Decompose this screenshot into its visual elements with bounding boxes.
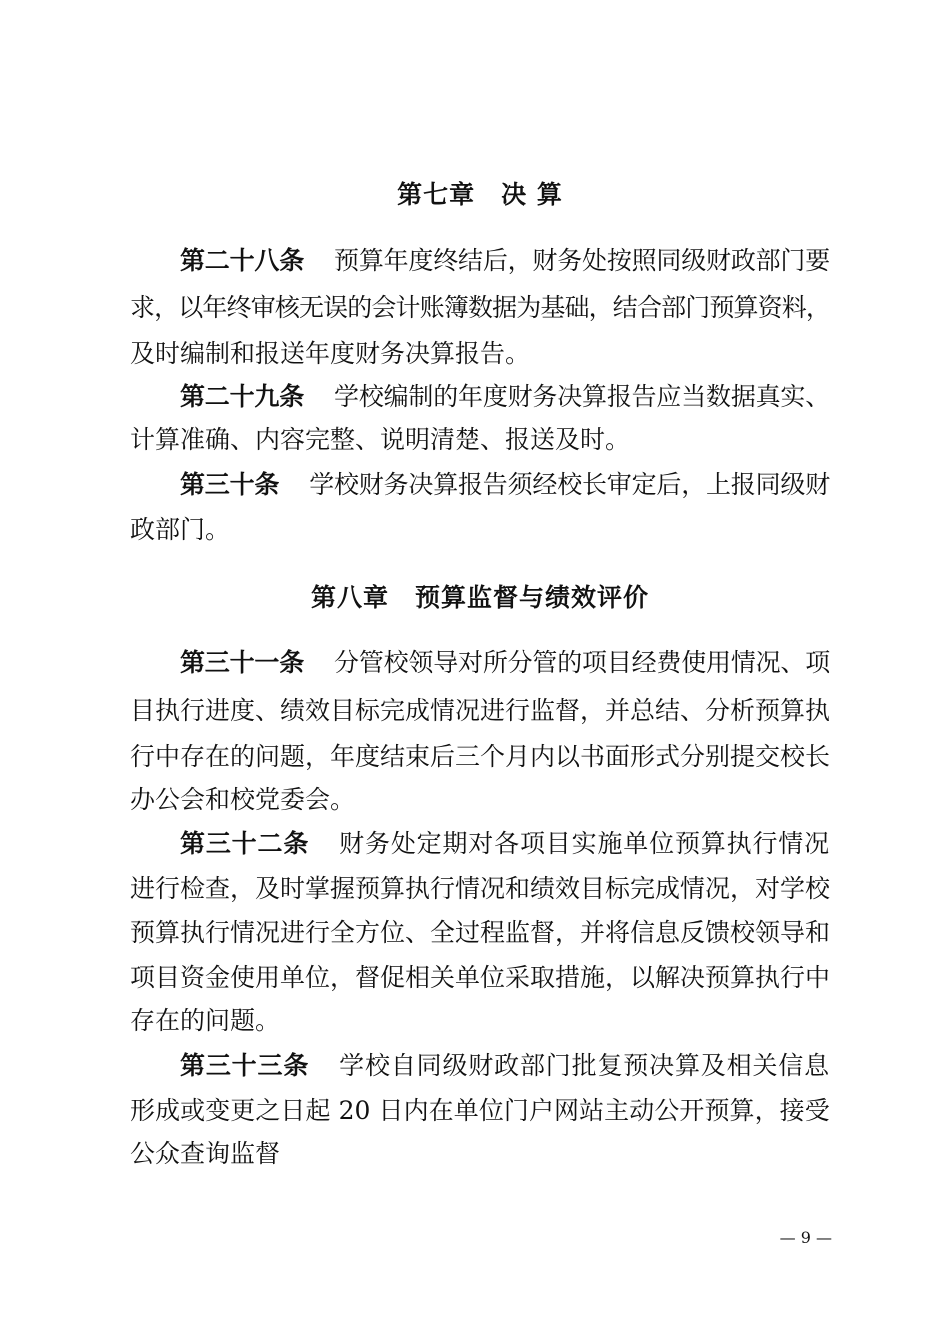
article-32-text-1: 财务处定期对各项目实施单位预算执行情况 <box>339 829 830 858</box>
article-28-line-3: 及时编制和报送年度财务决算报告。 <box>130 339 531 368</box>
article-29-line-2: 计算准确、内容完整、说明清楚、报送及时。 <box>130 425 631 454</box>
chapter-8-title: 第八章 预算监督与绩效评价 <box>310 583 649 612</box>
article-33-text-1: 学校自同级财政部门批复预决算及相关信息 <box>339 1051 830 1080</box>
article-33-line-2: 形成或变更之日起 20 日内在单位门户网站主动公开预算，接受 <box>130 1096 830 1125</box>
article-30-text-1: 学校财务决算报告须经校长审定后，上报同级财 <box>309 470 831 499</box>
article-30-label: 第三十条 <box>180 470 280 499</box>
article-31-label: 第三十一条 <box>180 648 305 677</box>
article-32-line-4: 项目资金使用单位，督促相关单位采取措施，以解决预算执行中 <box>130 963 831 992</box>
article-28-label: 第二十八条 <box>180 246 305 275</box>
article-32-line-1 <box>180 829 830 859</box>
article-31-text-1: 分管校领导对所分管的项目经费使用情况、项 <box>334 648 831 677</box>
article-32-line-2: 进行检查，及时掌握预算执行情况和绩效目标完成情况，对学校 <box>130 874 831 903</box>
article-32-line-5: 存在的问题。 <box>130 1006 281 1035</box>
article-32-line-3: 预算执行情况进行全方位、全过程监督，并将信息反馈校领导和 <box>130 918 831 947</box>
article-31-line-2: 目执行进度、绩效目标完成情况进行监督，并总结、分析预算执 <box>130 696 831 725</box>
article-29-label: 第二十九条 <box>180 382 305 411</box>
article-31-line-4: 办公会和校党委会。 <box>130 785 356 814</box>
article-29-line-1 <box>180 382 830 412</box>
article-31-line-1 <box>180 648 830 678</box>
article-28-text-1: 预算年度终结后，财务处按照同级财政部门要 <box>334 246 831 275</box>
article-28-line-1 <box>180 246 830 276</box>
article-31-line-3: 行中存在的问题，年度结束后三个月内以书面形式分别提交校长 <box>130 742 831 771</box>
article-32-label: 第三十二条 <box>180 829 310 858</box>
article-30-line-2: 政部门。 <box>130 515 231 544</box>
article-33-label: 第三十三条 <box>180 1051 310 1080</box>
page-number: — 9 — <box>779 1228 832 1247</box>
article-33-line-3: 公众查询监督 <box>130 1139 281 1168</box>
article-33-line-1 <box>180 1051 830 1081</box>
chapter-7-title: 第七章 决 算 <box>397 180 563 209</box>
article-28-line-2: 求，以年终审核无误的会计账簿数据为基础，结合部门预算资料， <box>130 293 831 322</box>
article-29-text-1: 学校编制的年度财务决算报告应当数据真实、 <box>334 382 831 411</box>
article-30-line-1 <box>180 470 830 500</box>
